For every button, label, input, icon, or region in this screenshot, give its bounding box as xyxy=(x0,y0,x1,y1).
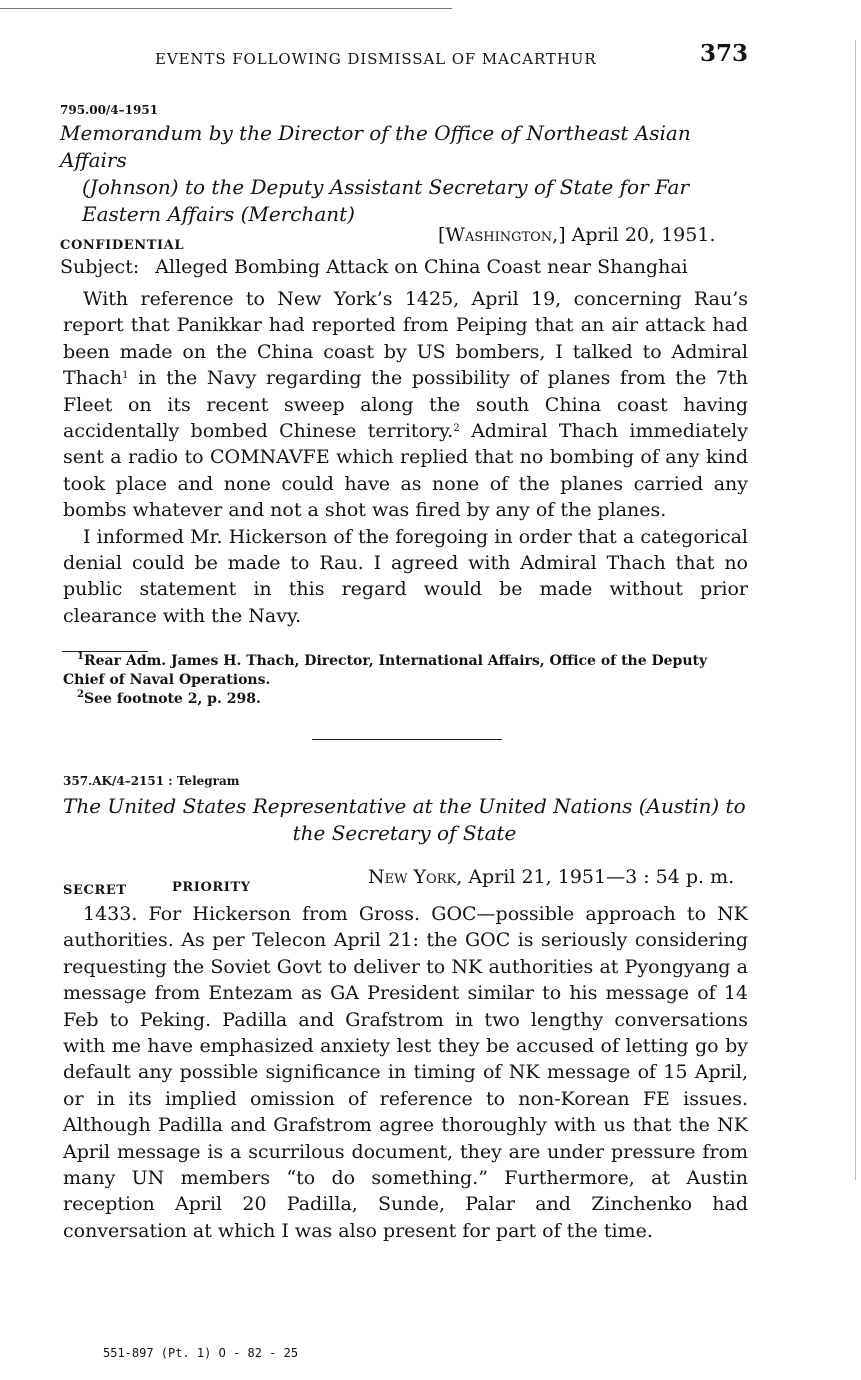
doc2-dateline xyxy=(368,866,734,888)
doc2-priority: PRIORITY xyxy=(172,880,251,895)
footnote xyxy=(63,652,746,690)
doc2-classification: SECRET xyxy=(63,883,127,898)
footnote-mark: 2 xyxy=(77,689,84,700)
footnote-mark: 1 xyxy=(77,651,84,662)
doc1-paragraph xyxy=(63,286,748,524)
print-code: 551-897 (Pt. 1) O - 82 - 25 xyxy=(103,1346,299,1360)
doc1-body xyxy=(63,286,748,629)
page-edge-line xyxy=(855,40,856,1180)
doc1-place: [Washington,] xyxy=(438,224,566,246)
page-number: 373 xyxy=(700,40,749,67)
footnote xyxy=(63,690,746,709)
footnote-ref: 1 xyxy=(122,370,129,382)
running-head: EVENTS FOLLOWING DISMISSAL OF MACARTHUR xyxy=(155,50,597,68)
document-separator xyxy=(312,739,502,740)
doc2-title xyxy=(63,793,746,847)
doc2-body xyxy=(63,901,748,1244)
subject-label: Subject: xyxy=(60,256,140,278)
doc2-file-number: 357.AK/4–2151 : Telegram xyxy=(63,774,240,788)
doc1-para1-text: Admiral Thach immediately sent a radio to COMNAVFE which replied that no bombing of any kind took place and none could have as none of the planes carried any bombs whatever and not a shot was fired by any of the planes. xyxy=(63,420,748,522)
doc1-title-line: Memorandum by the Director of the Office of Northeast Asian Affairs xyxy=(60,121,691,172)
doc1-dateline xyxy=(438,224,715,246)
doc1-title xyxy=(60,120,750,228)
doc1-title-line: (Johnson) to the Deputy Assistant Secretary of State for Far xyxy=(82,175,690,199)
doc1-file-number: 795.00/4–1951 xyxy=(60,103,159,117)
doc1-paragraph: I informed Mr. Hickerson of the foregoing in order that a categorical denial could be made to Rau. I agreed with Admiral Thach that no public statement in this regard would be made without prior clearance with the Navy. xyxy=(63,525,748,627)
doc1-classification: CONFIDENTIAL xyxy=(60,238,185,253)
subject-text: Alleged Bombing Attack on China Coast near Shanghai xyxy=(155,256,688,278)
doc1-para1-text: With reference to New York’s 1425, April 19, concerning Rau’s report that Panikkar had reported from Peiping that an air attack had been made on the China coast by US bombers, I talked to Admiral Thach xyxy=(63,288,748,390)
doc2-title-line: the Secretary of State xyxy=(292,821,517,845)
footnote-ref: 2 xyxy=(453,423,460,435)
doc2-place: New York, xyxy=(368,866,463,888)
doc2-title-line: The United States Representative at the United Nations (Austin) to xyxy=(63,794,746,818)
footnotes xyxy=(63,652,746,709)
doc2-paragraph: 1433. For Hickerson from Gross. GOC—possible approach to NK authorities. As per Telecon April 21: the GOC is seriously considering requesting the Soviet Govt to deliver to NK authorities at Pyongyang a message from Entezam as GA President similar to his message of 14 Feb to Peking. Padilla and Grafstrom in two lengthy conversations with me have emphasized anxiety lest they be accused of letting go by default any possible significance in timing of NK message of 15 April, or in its implied omission of reference to non-Korean FE issues. Although Padilla and Grafstrom agree thoroughly with us that the NK April message is a scurrilous document, they are under pressure from many UN members “to do something.” Furthermore, at Austin reception April 20 Padilla, Sunde, Palar and Zinchenko had conversation at which I was also present for part of the time. xyxy=(63,903,748,1242)
top-rule xyxy=(0,8,452,9)
doc1-subject xyxy=(60,256,688,278)
doc2-date: April 21, 1951—3 : 54 p. m. xyxy=(468,866,735,888)
doc1-title-line: Eastern Affairs (Merchant) xyxy=(82,202,355,226)
doc1-para1-text: in the Navy regarding the possibility of planes from the 7th Fleet on its recent sweep along the south China coast having accidentally bombed Chinese territory. xyxy=(63,367,748,443)
footnote-text: Rear Adm. James H. Thach, Director, International Affairs, Office of the Deputy Chief of Naval Operations. xyxy=(63,653,708,688)
footnote-text: See footnote 2, p. 298. xyxy=(83,691,261,707)
doc1-date: April 20, 1951. xyxy=(571,224,716,246)
